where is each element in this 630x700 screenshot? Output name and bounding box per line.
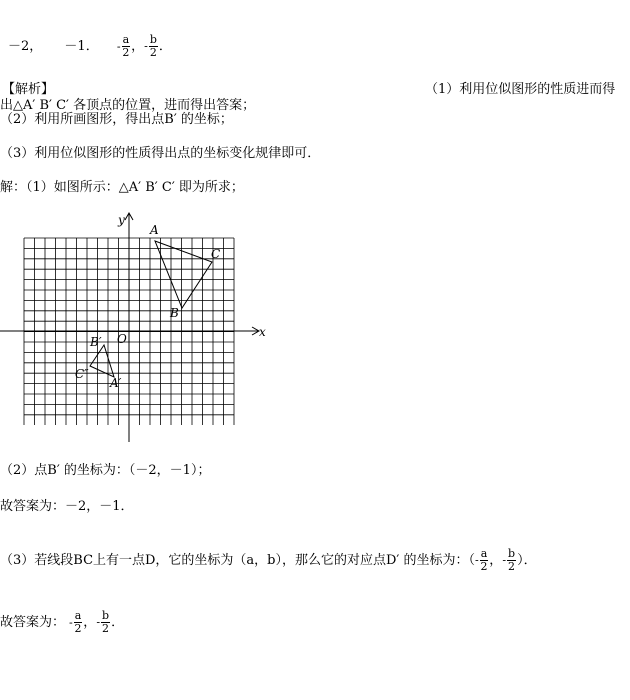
fraction-b-over-2 <box>101 610 110 635</box>
top-answer-line <box>8 34 172 59</box>
label-b-prime: B′ <box>90 335 102 349</box>
fraction-a-over-2 <box>480 548 489 573</box>
separator: ， <box>83 615 97 630</box>
solution-step3 <box>0 548 537 573</box>
step3-text: （3）若线段BC上有一点D，它的坐标为（a，b），那么它的对应点D′ 的坐标为：（ <box>0 553 476 568</box>
solution-step1: 解：（1）如图所示：△A′ B′ C′ 即为所求； <box>0 180 244 195</box>
x-axis-label: x <box>259 325 266 339</box>
fraction-denominator: 2 <box>480 560 488 573</box>
fraction-b-over-2 <box>149 34 158 59</box>
analysis-heading: 【解析】 <box>2 82 55 97</box>
origin-label: O <box>117 332 127 346</box>
triangle-a1b1c1 <box>90 345 114 377</box>
minus-sign: - <box>116 39 121 53</box>
label-a-prime: A′ <box>110 376 122 390</box>
answer-part2: －1． <box>64 39 99 54</box>
period: ． <box>111 615 125 630</box>
solution-step2: （2）点B′ 的坐标为：（－2，－1）； <box>0 463 211 478</box>
label-c: C <box>211 247 221 261</box>
minus-sign: - <box>96 615 101 629</box>
label-c-double-prime: C″ <box>75 367 89 381</box>
analysis-point2: （2）利用所画图形，得出点B′ 的坐标； <box>0 112 233 127</box>
fraction-a-over-2 <box>122 34 131 59</box>
separator: ， <box>131 39 145 54</box>
solution-answer2: 故答案为：－2，－1． <box>0 499 134 514</box>
analysis-point1: （1）利用位似图形的性质进而得 <box>425 82 616 97</box>
fraction-numerator: b <box>508 547 516 560</box>
fraction-denominator: 2 <box>102 622 110 635</box>
fraction-denominator: 2 <box>508 560 516 573</box>
fraction-numerator: a <box>122 33 130 46</box>
minus-sign: - <box>144 39 148 53</box>
minus-sign: - <box>475 553 479 567</box>
fraction-a-over-2 <box>74 610 83 635</box>
fraction-numerator: a <box>480 547 488 560</box>
fraction-denominator: 2 <box>74 622 82 635</box>
minus-sign: - <box>69 615 73 629</box>
period: ． <box>158 39 172 54</box>
fraction-numerator: b <box>102 609 110 622</box>
minus-sign: - <box>502 553 507 567</box>
fraction-numerator: b <box>149 33 157 46</box>
analysis-point1-continued: 出△A′ B′ C′ 各顶点的位置，进而得出答案； <box>0 98 256 113</box>
fraction-denominator: 2 <box>149 46 157 59</box>
answer-part1: －2， <box>8 39 43 54</box>
label-b: B <box>170 306 179 320</box>
answer3-prefix: 故答案为： <box>0 615 66 630</box>
fraction-denominator: 2 <box>122 46 130 59</box>
analysis-point3: （3）利用位似图形的性质得出点的坐标变化规律即可． <box>0 146 321 161</box>
label-a: A <box>150 223 159 237</box>
separator: ， <box>489 553 503 568</box>
step3-end: ）． <box>517 553 537 568</box>
coordinate-figure <box>0 210 280 450</box>
solution-answer3 <box>0 610 124 635</box>
fraction-b-over-2 <box>507 548 516 573</box>
fraction-numerator: a <box>74 609 82 622</box>
triangle-abc <box>155 241 212 308</box>
y-axis-label: y <box>118 213 125 227</box>
